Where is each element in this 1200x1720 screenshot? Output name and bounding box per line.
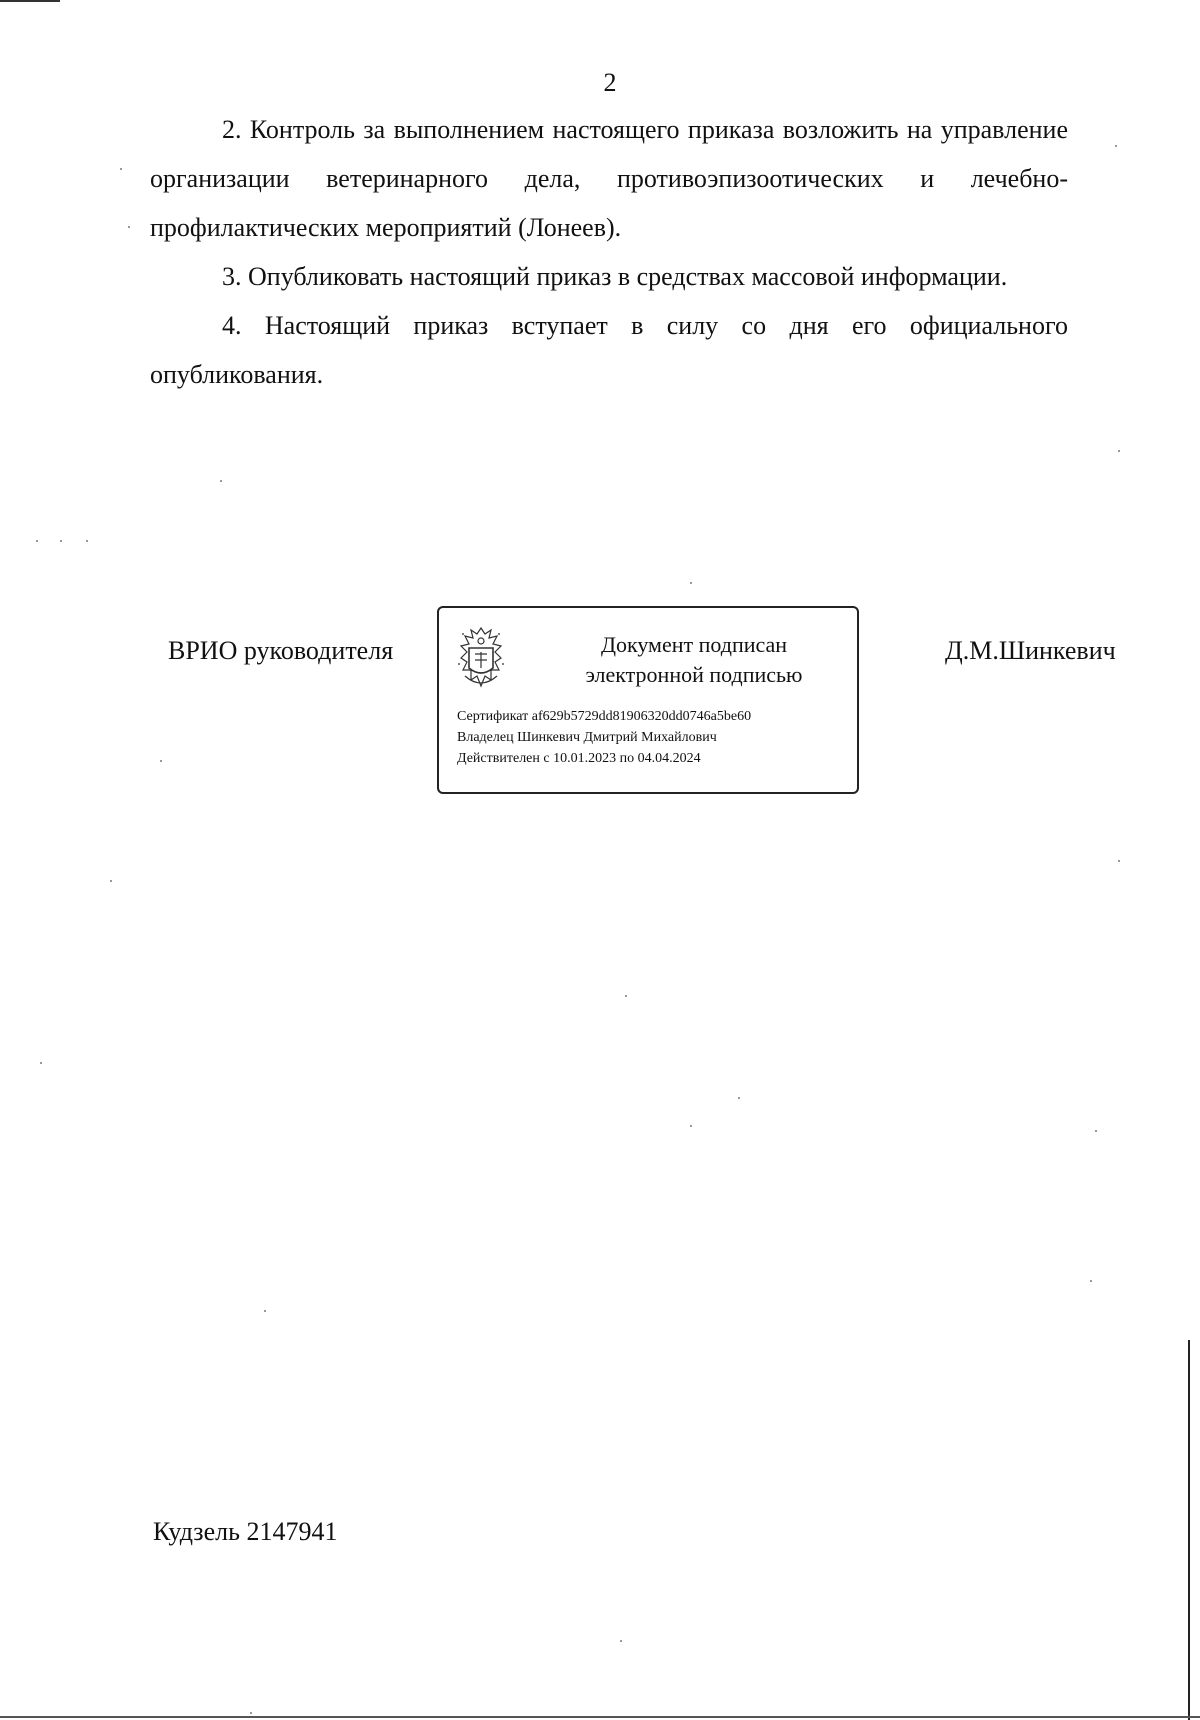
stamp-title-line-2: электронной подписью: [585, 662, 803, 687]
stamp-validity: Действителен с 10.01.2023 по 04.04.2024: [457, 751, 701, 766]
stamp-details: [457, 706, 751, 769]
stamp-title-line-1: Документ подписан: [600, 632, 788, 657]
scan-speck: [1115, 145, 1117, 147]
scan-speck: [625, 995, 627, 997]
stamp-certificate: Сертификат af629b5729dd81906320dd0746a5be60: [457, 709, 752, 724]
scan-speck: [620, 1640, 622, 1642]
scan-edge-right: [1188, 1340, 1190, 1720]
signer-name: Д.М.Шинкевич: [945, 636, 1116, 665]
scan-speck: [690, 1125, 692, 1127]
stamp-title: [549, 630, 839, 690]
paragraph-3: 3. Опубликовать настоящий приказ в средствах массовой информации.: [222, 262, 1008, 291]
scan-speck: [128, 226, 130, 228]
scan-speck: [86, 540, 88, 542]
stamp-owner: Владелец Шинкевич Дмитрий Михайлович: [457, 730, 717, 745]
scan-speck: [1090, 1280, 1092, 1282]
scan-speck: [738, 1097, 740, 1099]
executor-info: Кудзель 2147941: [153, 1517, 338, 1546]
scan-speck: [60, 540, 62, 542]
paragraph-2: 2. Контроль за выполнением настоящего приказа возложить на управление организации ветеринарного дела, противоэпизоотических и лечебно-профилактических мероприятий (Лонеев).: [150, 115, 1068, 242]
scan-speck: [110, 880, 112, 882]
coat-of-arms-icon: [455, 624, 507, 692]
paragraph-4: 4. Настоящий приказ вступает в силу со дня его официального опубликования.: [150, 311, 1068, 389]
scan-edge-bottom: [0, 1716, 1200, 1718]
scan-speck: [220, 480, 222, 482]
page-number: 2: [603, 68, 617, 97]
scan-speck: [160, 760, 162, 762]
scan-speck: [36, 540, 38, 542]
scan-speck: [1118, 860, 1120, 862]
signer-title: ВРИО руководителя: [168, 636, 394, 665]
scan-speck: [264, 1310, 266, 1312]
electronic-signature-stamp: [437, 606, 859, 794]
scan-speck: [1095, 1130, 1097, 1132]
scan-speck: [40, 1062, 42, 1064]
scan-speck: [120, 168, 122, 170]
scan-speck: [250, 1712, 252, 1714]
scan-speck: [1118, 450, 1120, 452]
scan-edge-top: [0, 0, 60, 2]
order-body: [150, 105, 1068, 399]
scan-speck: [690, 582, 692, 584]
